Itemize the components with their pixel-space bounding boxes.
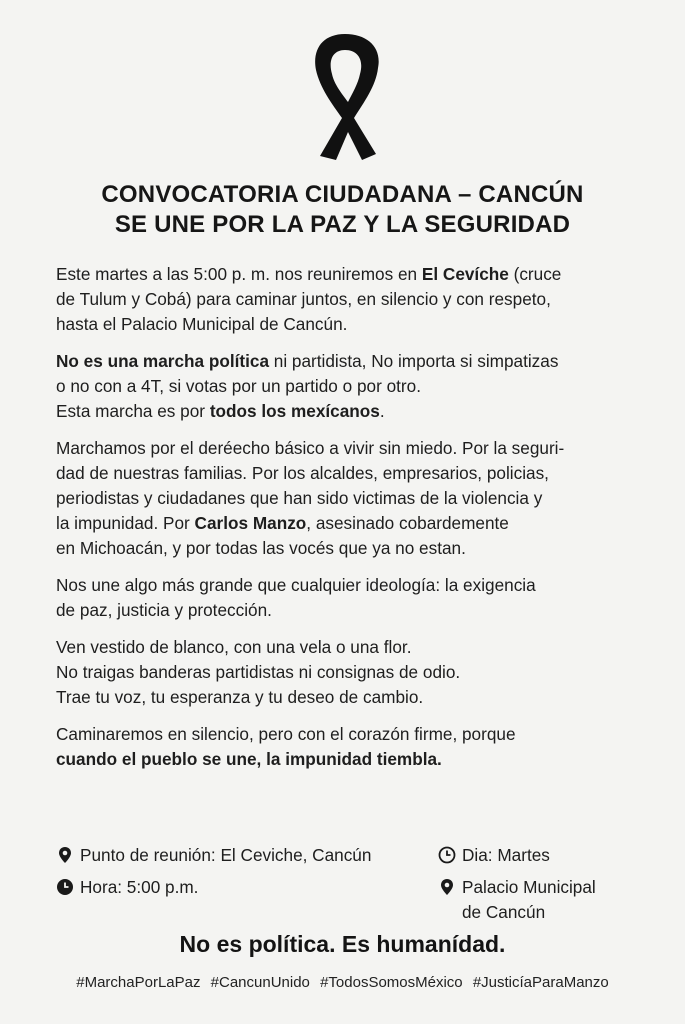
hashtags <box>0 973 685 993</box>
event-hour-text: Hora: 5:00 p.m. <box>80 877 199 897</box>
text-line: Ven vestido de blanco, con una vela o una flor. <box>56 637 412 657</box>
text: Esta marcha es por <box>56 401 210 421</box>
text-line: Trae tu voz, tu esperanza y tu deseo de cambio. <box>56 687 424 707</box>
location-name: El Cevíche <box>421 264 509 284</box>
destination <box>438 875 596 900</box>
text-line: periodistas y ciudadanes que han sido victimas de la violencia y <box>56 488 543 508</box>
destination-text-2: de Cancún <box>462 902 546 922</box>
text-line: dad de nuestras familias. Por los alcaldes, empresarios, policias, <box>56 463 549 483</box>
paragraph-united <box>56 573 636 623</box>
body-text <box>56 262 636 784</box>
event-day-text: Dia: Martes <box>462 845 550 865</box>
hashtag: #TodosSomosMéxico <box>320 974 463 991</box>
text: ni partidista, No importa si simpatizas <box>269 351 559 371</box>
filled-clock-icon <box>56 878 74 896</box>
emphasis: No es una marcha política <box>56 351 269 371</box>
text-line: o no con a 4T, si votas por un partido o por otro. <box>56 376 421 396</box>
text-line: Nos une algo más grande que cualquier ideología: la exigencia <box>56 575 536 595</box>
text-line: en Michoacán, y por todas las vocés que ya no estan. <box>56 538 466 558</box>
text: Este martes a las 5:00 p. m. nos reuniremos en <box>56 264 422 284</box>
text: (cruce <box>508 264 562 284</box>
text-line: de Tulum y Cobá) para caminar juntos, en silencio y con respeto, <box>56 289 551 309</box>
text-line: hasta el Palacio Municipal de Cancún. <box>56 314 348 334</box>
hashtag: #JusticíaParaManzo <box>472 974 609 991</box>
hashtag: #MarchaPorLaPaz <box>76 974 201 991</box>
paragraph-instructions <box>56 635 636 710</box>
event-hour <box>56 875 198 900</box>
paragraph-meeting <box>56 262 636 337</box>
title-line-2: SE UNE POR LA PAZ Y LA SEGURIDAD <box>114 211 571 238</box>
location-pin-icon <box>438 878 456 896</box>
meeting-point-text: Punto de reunión: El Ceviche, Cancún <box>80 845 372 865</box>
slogan: No es política. Es humanídad. <box>179 931 506 957</box>
text-line: Caminaremos en silencio, pero con el corazón firme, porque <box>56 724 516 744</box>
paragraph-closing <box>56 722 636 772</box>
destination-text-1: Palacio Municipal <box>462 877 596 897</box>
text-line: de paz, justicia y protección. <box>56 600 272 620</box>
meeting-point <box>56 843 371 868</box>
paragraph-not-political <box>56 349 636 424</box>
text-line: No traigas banderas partidistas ni consignas de odio. <box>56 662 461 682</box>
emphasis-line: cuando el pueblo se une, la impunidad tiembla. <box>56 749 442 769</box>
destination-line-2 <box>462 900 545 925</box>
page-title <box>0 180 685 240</box>
event-day <box>438 843 550 868</box>
text: , asesinado cobardemente <box>306 513 509 533</box>
hashtag: #CancunUnido <box>210 974 310 991</box>
black-ribbon-icon <box>302 28 388 163</box>
person-name: Carlos Manzo <box>194 513 307 533</box>
clock-icon <box>438 846 456 864</box>
text: la impunidad. Por <box>56 513 195 533</box>
text-line: Marchamos por el deréecho básico a vivir sin miedo. Por la seguri- <box>56 438 565 458</box>
paragraph-reasons <box>56 436 636 561</box>
location-pin-icon <box>56 846 74 864</box>
text: . <box>379 401 385 421</box>
emphasis: todos los mexícanos <box>209 401 380 421</box>
title-line-1: CONVOCATORIA CIUDADANA – CANCÚN <box>101 181 584 208</box>
